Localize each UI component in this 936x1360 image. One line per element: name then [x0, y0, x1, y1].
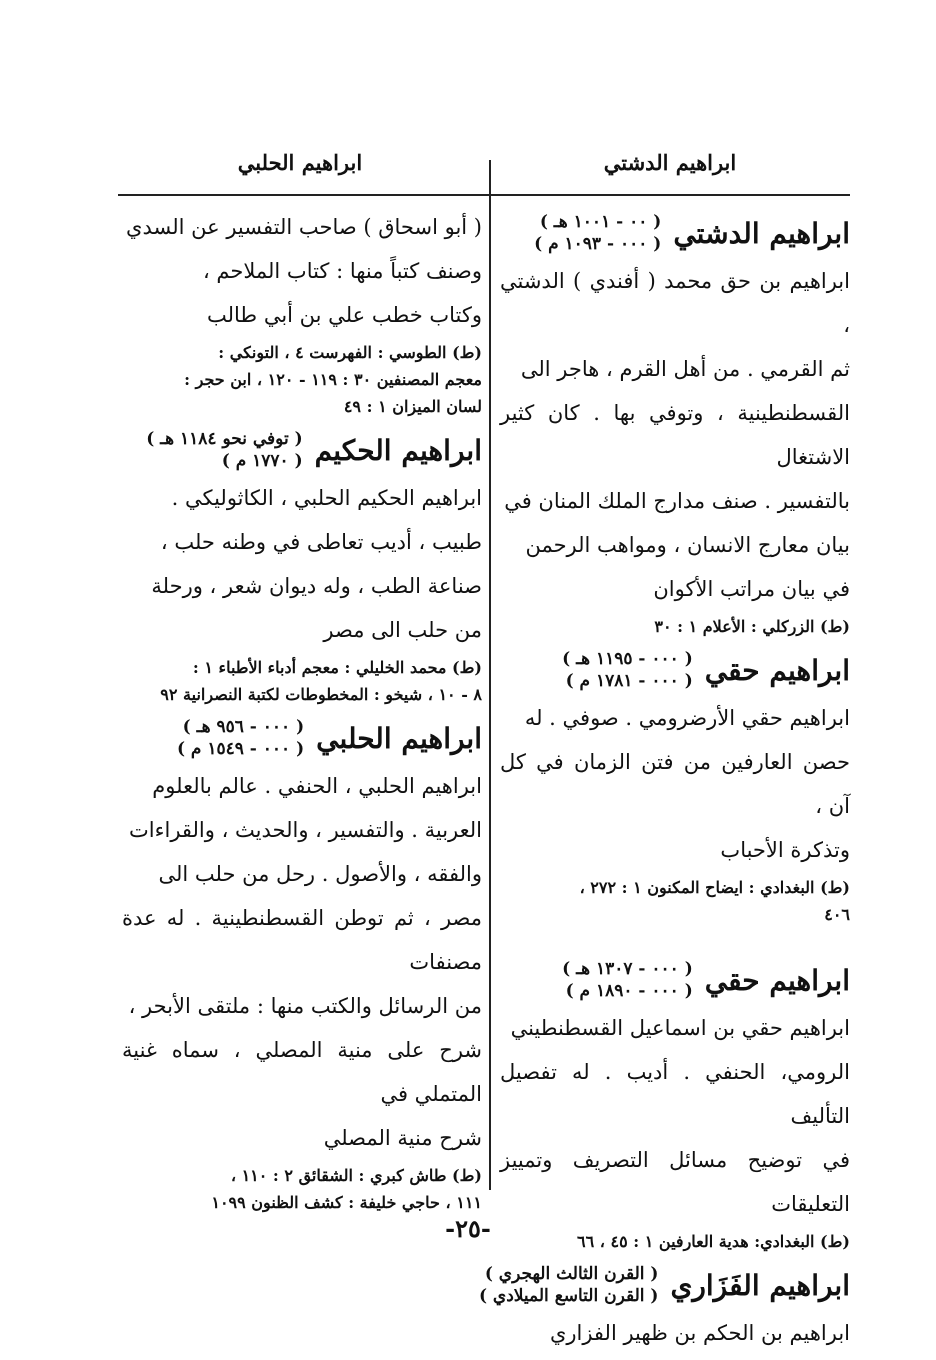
entry-line: ابراهيم بن الحكم بن ظهير الفزاري: [549, 1321, 850, 1345]
entry-heading: [500, 648, 850, 692]
entry-name: ابراهيم حقي: [704, 963, 850, 997]
entry-line: ( أبو اسحاق ) صاحب التفسير عن السدي: [126, 215, 482, 239]
entry-line: بالتفسير . صنف مدارج الملك المنان في: [504, 489, 850, 513]
date-century-gregorian: ( القرن التاسع الميلادي ): [478, 1286, 659, 1306]
entry-body: [122, 205, 482, 337]
entry-hakim: [122, 428, 482, 708]
entry-line: طبيب ، أديب تعاطى في وطنه حلب ،: [160, 530, 482, 554]
entry-dashti: [500, 211, 850, 640]
entry-line: شرح على منية المصلي ، سماه غنية المتملي في: [122, 1038, 482, 1106]
entry-name: ابراهيم حقي: [704, 653, 850, 687]
entry-dates: [562, 958, 693, 1002]
date-gregorian: ( ٠٠٠ - ١٥٤٩ م ): [176, 739, 305, 759]
source-line: (ط) البغدادي: هدية العارفين ١ : ٤٥ ، ٦٦: [577, 1232, 850, 1251]
entry-line: ابراهيم بن حق محمد ( أفندي ) الدشتي ،: [500, 269, 850, 337]
entry-line: صناعة الطب ، وله ديوان شعر ، ورحلة: [151, 574, 482, 598]
entry-line: والفقه ، والأصول . رحل من حلب الى: [158, 862, 482, 886]
source-line: (ط) الطوسي : الفهرست ٤ ، التونكي :: [218, 343, 482, 362]
date-gregorian: ( ٠٠٠ - ١٧٨١ م ): [565, 671, 693, 691]
entry-halabi: [122, 716, 482, 1216]
entry-name: ابراهيم الحلبي: [316, 721, 482, 755]
entry-line: حصن العارفين من فتن الزمان في كل آن ،: [500, 750, 850, 818]
source-line: (ط) البغدادي : ايضاح المكنون ١ : ٢٧٢ ،: [579, 878, 850, 897]
entry-line: وكتاب خطب علي بن أبي طالب: [207, 303, 482, 327]
entry-body: [500, 1006, 850, 1226]
entry-line: القسطنطينية ، وتوفي بها . كان كثير الاشتغال: [500, 401, 850, 469]
entry-body: [122, 476, 482, 652]
source-line: لسان الميزان ١ : ٤٩: [343, 397, 482, 416]
header-rule: [118, 194, 850, 196]
entry-name: ابراهيم الحكيم: [314, 433, 482, 467]
date-gregorian: ( ١٧٧٠ م ): [221, 451, 303, 471]
source-line: (ط) الزركلي : الأعلام ١ : ٣٠: [654, 617, 850, 636]
entry-line: وتذكرة الأحباب: [720, 838, 850, 862]
entry-dates: [177, 716, 304, 760]
source-line: ٤٠٦: [824, 905, 850, 924]
entry-line: ابراهيم الحكيم الحلبي ، الكاثوليكي .: [171, 486, 482, 510]
entry-line: من حلب الى مصر: [323, 618, 482, 642]
date-hijri: ( ٠٠٠ - ١١٩٥ هـ ): [562, 649, 693, 669]
entry-haqqi-2: [500, 958, 850, 1255]
date-gregorian: ( ٠٠٠ - ١٠٩٣ م ): [534, 234, 662, 254]
entry-fazari: [478, 1263, 850, 1355]
source-line: (ط) طاش كبري : الشقائق ٢ : ١١٠ ،: [230, 1166, 482, 1185]
entry-line: ثم القرمي . من أهل القرم ، هاجر الى: [520, 357, 850, 381]
entry-heading: [478, 1263, 850, 1307]
date-hijri: ( ٠٠ - ١٠٠١ هـ ): [539, 212, 662, 232]
entry-dates: [562, 648, 693, 692]
entry-body: [500, 259, 850, 611]
right-column: [478, 205, 850, 1355]
date-century-hijri: ( القرن الثالث الهجري ): [484, 1264, 659, 1284]
entry-heading: [122, 716, 482, 760]
entry-haqqi-1: [500, 648, 850, 928]
entry-source: [500, 874, 850, 928]
entry-line: شرح منية المصلي: [323, 1126, 482, 1150]
entry-body: [500, 696, 850, 872]
entry-source: [500, 613, 850, 640]
entry-source: [122, 1162, 482, 1216]
entry-continuation: [122, 205, 482, 420]
entry-body: [500, 1311, 850, 1355]
entry-line: الرومي، الحنفي . أديب . له تفصيل التأليف: [500, 1060, 850, 1128]
source-line: ١١١ ، حاجي خليفة : كشف الظنون ١٠٩٩: [211, 1193, 482, 1212]
entry-line: ابراهيم حقي بن اسماعيل القسطنطيني: [510, 1016, 850, 1040]
column-divider: [489, 160, 491, 1190]
entry-name: ابراهيم الدشتي: [673, 216, 850, 250]
entry-dates: [534, 211, 661, 255]
entry-heading: [500, 958, 850, 1002]
date-hijri: ( ٠٠٠ - ٩٥٦ هـ ): [182, 717, 305, 737]
entry-line: مصر ، ثم توطن القسطنطينية . له عدة مصنفات: [122, 906, 482, 974]
date-hijri: ( ٠٠٠ - ١٣٠٧ هـ ): [562, 959, 693, 979]
page-number: -٢٥-: [445, 1214, 491, 1243]
running-head-right: ابراهيم الدشتي: [603, 150, 737, 175]
entry-line: ابراهيم حقي الأرضرومي . صوفي . له: [524, 706, 850, 730]
entry-line: في بيان مراتب الأكوان: [653, 577, 850, 601]
entry-line: من الرسائل والكتب منها : ملتقى الأبحر ،: [128, 994, 482, 1018]
entry-dates: [146, 428, 302, 472]
entry-heading: [500, 211, 850, 255]
date-hijri: ( توفي نحو ١١٨٤ هـ ): [146, 429, 303, 449]
left-column: [122, 205, 482, 1224]
source-line: ٨ - ١٠ ، شيخو : المخطوطات لكتبة النصرانية ٩٢: [160, 685, 482, 704]
entry-heading: [122, 428, 482, 472]
date-gregorian: ( ٠٠٠ - ١٨٩٠ م ): [565, 981, 693, 1001]
entry-body: [122, 764, 482, 1160]
entry-source: [122, 339, 482, 420]
entry-line: في توضيح مسائل التصريف وتمييز التعليقات: [500, 1148, 850, 1216]
running-head-left: ابراهيم الحلبي: [237, 150, 363, 175]
entry-line: ابراهيم الحلبي ، الحنفي . عالم بالعلوم: [152, 774, 482, 798]
entry-line: العربية . والتفسير ، والحديث ، والقراءات: [129, 818, 482, 842]
entry-line: بيان معارج الانسان ، ومواهب الرحمن: [525, 533, 850, 557]
source-line: معجم المصنفين ٣٠ : ١١٩ - ١٢٠ ، ابن حجر :: [184, 370, 482, 389]
entry-name: ابراهيم الفَزَاري: [670, 1268, 850, 1302]
entry-line: وصنف كتباً منها : كتاب الملاحم ،: [202, 259, 482, 283]
source-line: (ط) محمد الخليلي : معجم أدباء الأطباء ١ :: [192, 658, 482, 677]
entry-dates: [479, 1263, 659, 1307]
entry-source: [122, 654, 482, 708]
